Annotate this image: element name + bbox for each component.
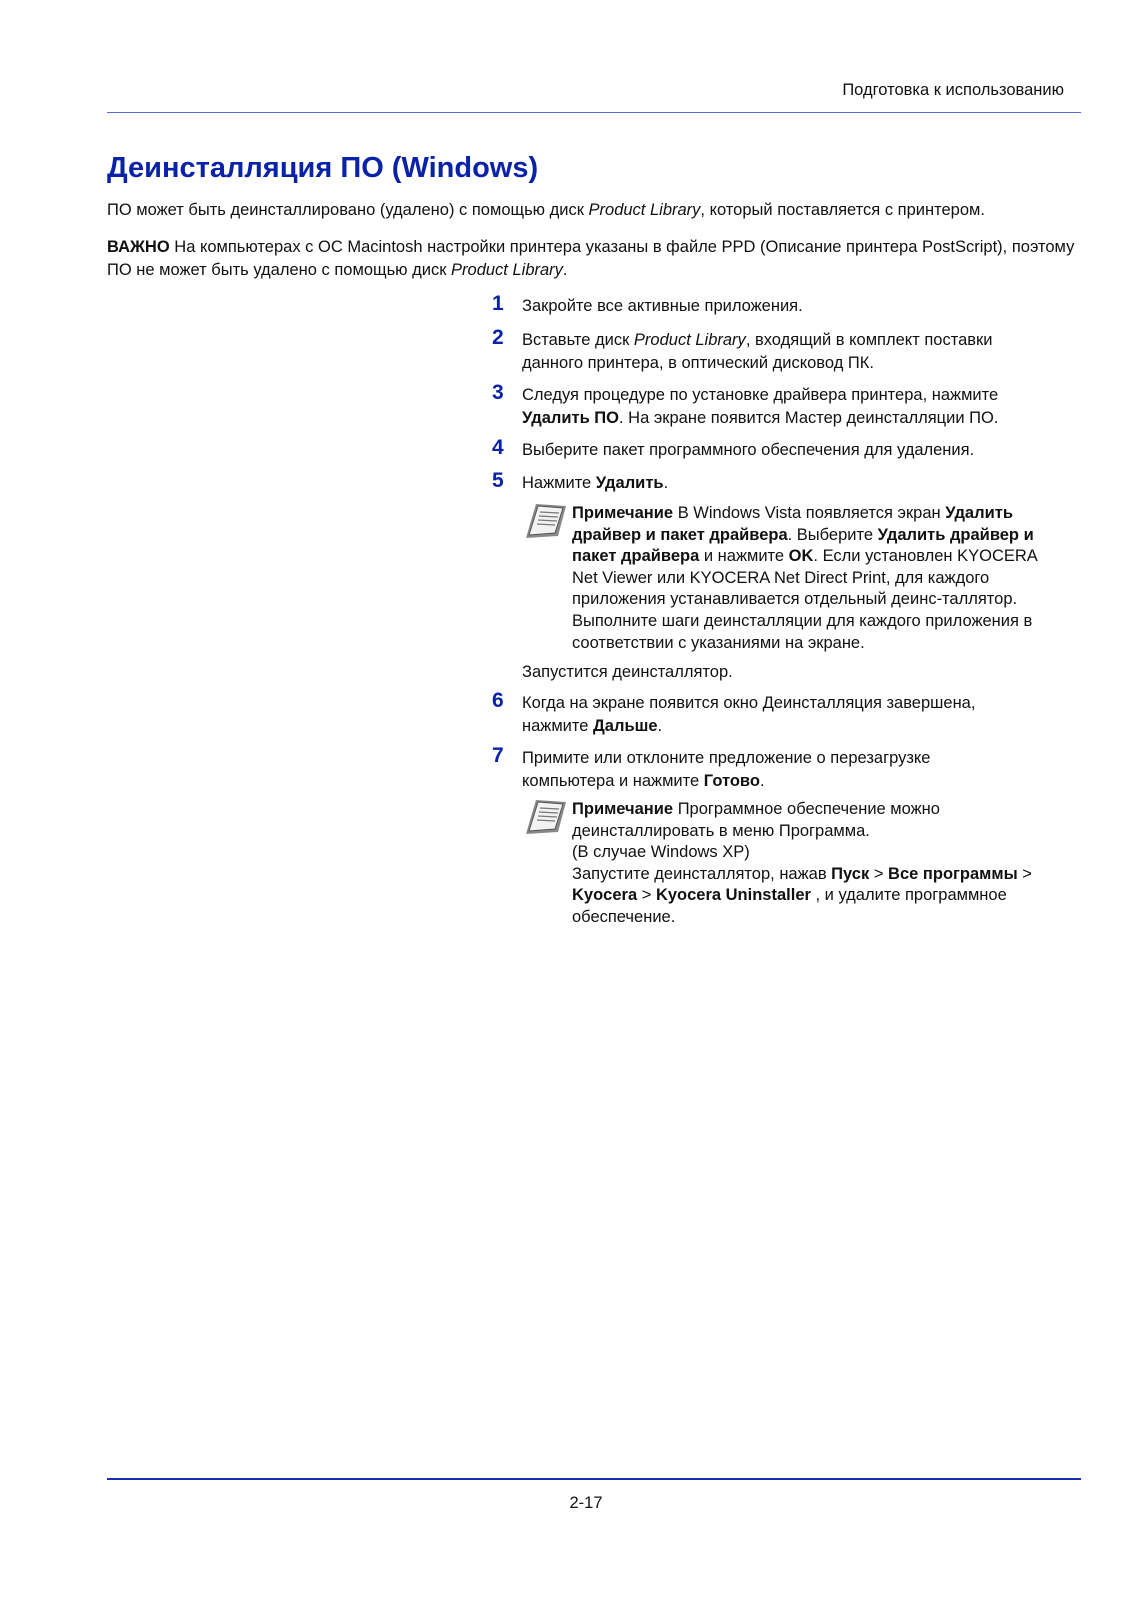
step-result-text: Запустится деинсталлятор. <box>522 663 733 681</box>
text-run: Вставьте диск <box>522 331 634 349</box>
text-run: Следуя процедуре по установке драйвера принтера, нажмите <box>522 386 999 404</box>
step-number: 5 <box>492 469 504 492</box>
text-run: > <box>1017 864 1032 883</box>
note-text <box>572 799 1057 929</box>
text-run: Примите или отклоните предложение о перезагрузке компьютера и нажмите <box>522 749 931 790</box>
step-number: 7 <box>492 744 504 767</box>
text-run: На компьютерах с ОС Macintosh настройки принтера указаны в файле PPD (Описание принтера PostScript), поэтому ПО не может быть удалено с помощью диск <box>107 238 1075 279</box>
running-header: Подготовка к использованию <box>842 81 1064 99</box>
bold-text: ВАЖНО <box>107 238 170 256</box>
step-number: 6 <box>492 689 504 712</box>
text-run: Закройте все активные приложения. <box>522 297 803 315</box>
text-run: , и удалите программное обеспечение. <box>572 886 1007 926</box>
text-run: , входящий в комплект поставки данного принтера, в оптический дисковод ПК. <box>522 331 993 372</box>
bold-text: Удалить <box>595 474 664 492</box>
bold-text: Удалить ПО <box>522 409 620 427</box>
text-run: ПО может быть деинсталлировано (удалено) с помощью диск <box>107 201 589 219</box>
page-title: Деинсталляция ПО (Windows) <box>107 152 539 184</box>
bold-text: Пуск <box>831 864 870 883</box>
bold-text: Kyocera Uninstaller <box>655 886 811 905</box>
page-number: 2-17 <box>569 1494 603 1512</box>
text-run: В Windows Vista появляется экран <box>673 504 946 522</box>
step-number: 2 <box>492 326 504 349</box>
bold-text: Готово <box>703 772 760 790</box>
note-icon <box>522 502 568 542</box>
text-run: . <box>663 474 669 492</box>
footer-divider <box>107 1478 1081 1480</box>
important-paragraph <box>107 236 1087 282</box>
text-run: Когда на экране появится окно Деинсталляция завершена, нажмите <box>522 694 976 735</box>
step-text <box>522 747 982 793</box>
italic-text: Product Library <box>588 201 701 219</box>
bold-text: Примечание <box>572 800 674 818</box>
step-text <box>522 329 1042 375</box>
step-text <box>522 295 1067 318</box>
text-run: . Выберите <box>787 525 878 544</box>
text-run: Программное обеспечение можно деинсталлировать в меню Программа. <box>572 800 940 840</box>
text-run: . <box>657 717 663 735</box>
header-divider <box>107 112 1081 113</box>
text-run: и нажмите <box>699 547 789 566</box>
bold-text: Удалить драйвер и пакет драйвера <box>572 525 1034 566</box>
step-number: 1 <box>492 292 504 315</box>
text-run: . Если установлен KYOCERA Net Viewer или KYOCERA Net Direct Print, для каждого приложения устанавливается отдельный деинс-таллятор. Выполните шаги деинсталляции для каждого приложения в соответствии с указаниями на экране. <box>572 547 1037 652</box>
note-text <box>572 503 1057 654</box>
intro-paragraph <box>107 199 1087 222</box>
bold-text: Примечание <box>572 504 674 522</box>
bold-text: Дальше <box>593 717 658 735</box>
step-text <box>522 472 1067 495</box>
text-run: (В случае Windows XP) Запустите деинсталлятор, нажав <box>572 843 827 883</box>
bold-text: Все программы <box>888 864 1018 883</box>
step-text <box>522 692 1022 738</box>
text-run: > <box>869 864 889 883</box>
text-run: , который поставляется с принтером. <box>700 201 985 219</box>
note-icon <box>522 798 568 838</box>
bold-text: Удалить драйвер и пакет драйвера <box>572 504 1013 544</box>
text-run: . <box>562 261 568 279</box>
bold-text: Kyocera <box>572 886 638 905</box>
italic-text: Product Library <box>451 261 563 279</box>
text-run: . <box>759 772 765 790</box>
italic-text: Product Library <box>633 331 746 349</box>
step-number: 4 <box>492 436 504 459</box>
bold-text: OK <box>788 547 814 566</box>
text-run: Нажмите <box>522 474 596 492</box>
step-text <box>522 384 1052 430</box>
text-run: Выберите пакет программного обеспечения для удаления. <box>522 441 975 459</box>
step-number: 3 <box>492 381 504 404</box>
step-text <box>522 439 1067 462</box>
text-run: > <box>637 886 656 905</box>
text-run: . На экране появится Мастер деинсталляции ПО. <box>619 409 999 427</box>
